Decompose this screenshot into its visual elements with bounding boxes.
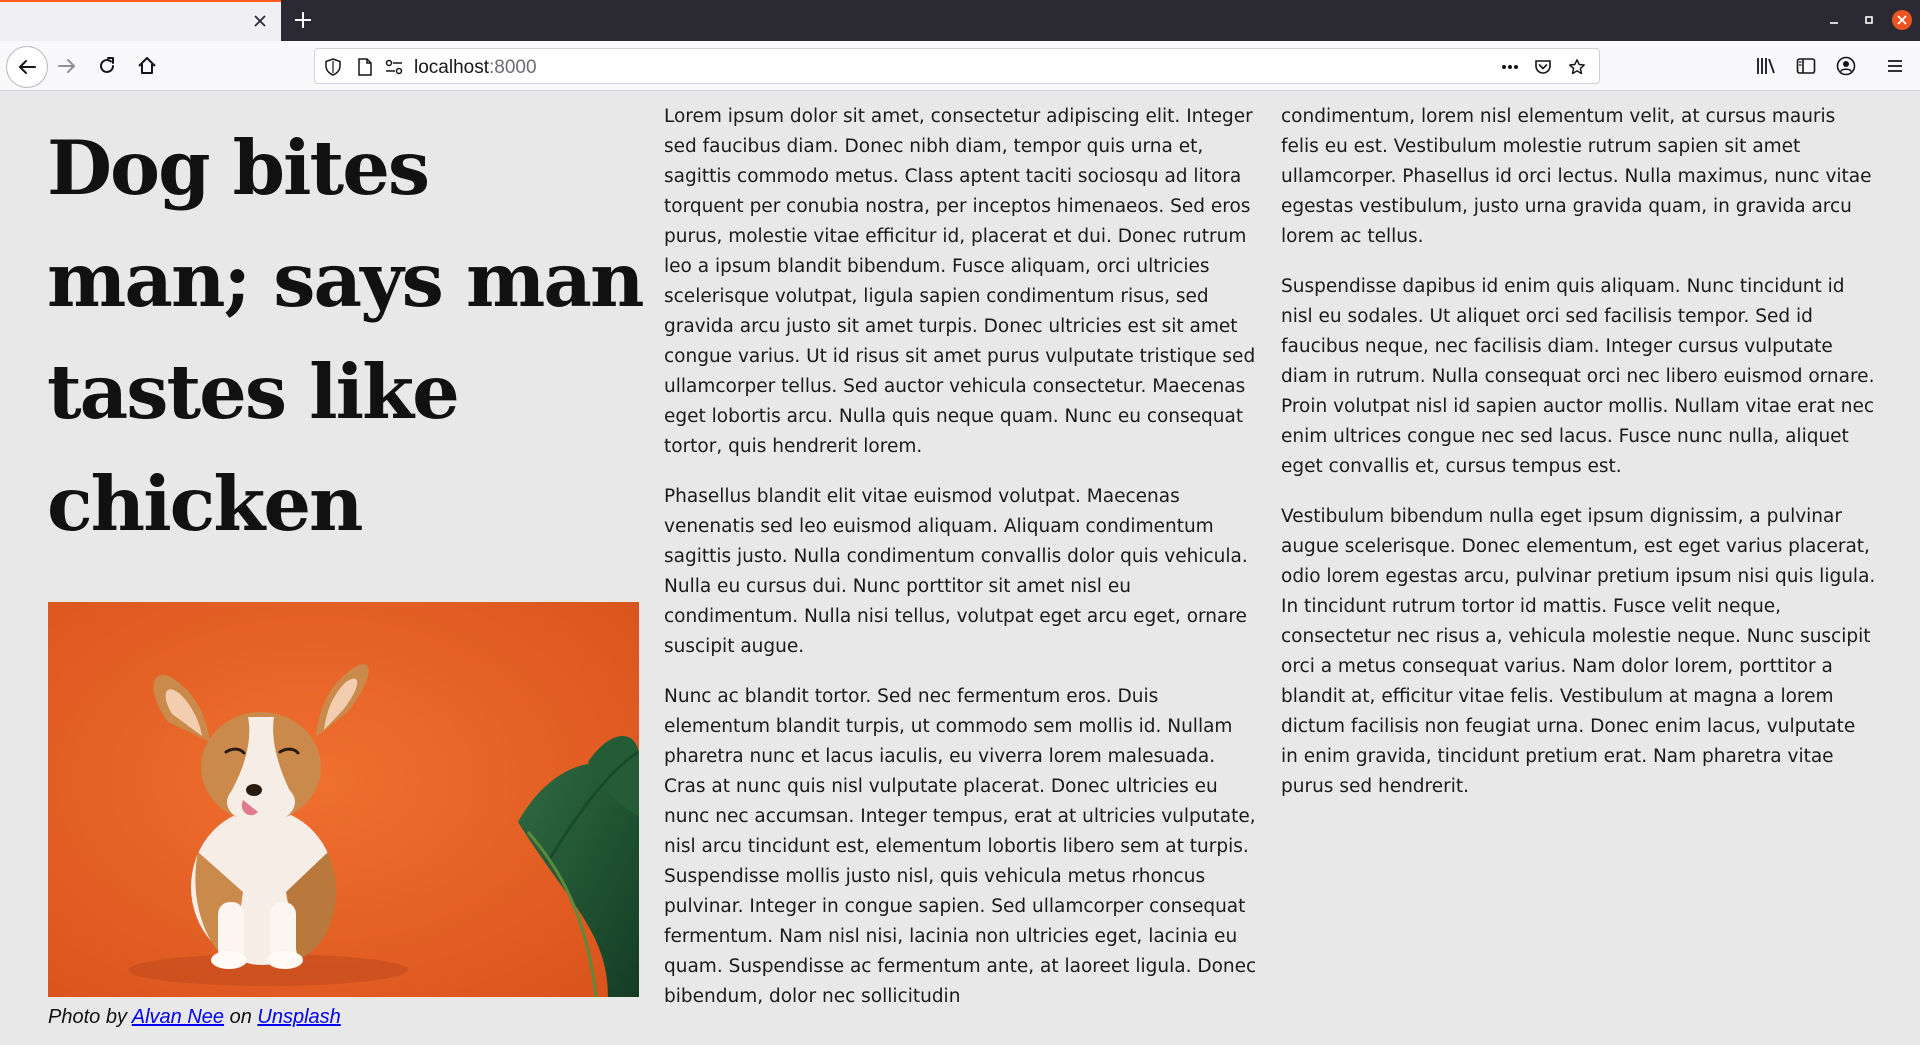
corgi-photo — [48, 602, 639, 997]
article-column-1 — [664, 102, 1259, 1032]
article-headline: Dog bites man; says man tastes like chicken — [47, 124, 643, 548]
new-tab-icon[interactable] — [288, 5, 318, 35]
photographer-link[interactable]: Alvan Nee — [131, 1006, 225, 1028]
photo-caption — [48, 1006, 341, 1029]
page-icon[interactable] — [356, 58, 374, 76]
url-host: localhost — [414, 57, 489, 78]
reload-icon[interactable] — [89, 48, 125, 84]
bookmark-star-icon[interactable] — [1568, 58, 1586, 76]
page-actions-icon[interactable] — [1501, 58, 1519, 76]
unsplash-link[interactable]: Unsplash — [257, 1006, 341, 1028]
paragraph: condimentum, lorem nisl elementum velit, at cursus mauris felis eu est. Vestibulum molestie rutrum sapien sit amet ullamcorper. Phasellus id orci lectus. Nulla maximus, nunc vitae egestas vestibulum, justo urna gravida quam, in gravida arcu lorem ac tellus. — [1281, 106, 1872, 247]
shield-icon[interactable] — [324, 58, 342, 76]
library-icon[interactable] — [1754, 54, 1778, 78]
tab-strip — [0, 0, 1920, 41]
active-tab[interactable] — [0, 0, 281, 41]
page-content — [0, 92, 1920, 1045]
caption-prefix: Photo by — [48, 1006, 132, 1028]
forward-icon[interactable] — [49, 48, 85, 84]
pocket-icon[interactable] — [1534, 58, 1552, 76]
maximize-icon[interactable] — [1857, 8, 1881, 32]
permissions-icon[interactable] — [385, 58, 403, 76]
home-icon[interactable] — [129, 48, 165, 84]
tab-close-icon[interactable] — [249, 10, 271, 32]
sidebar-icon[interactable] — [1794, 54, 1818, 78]
paragraph: Lorem ipsum dolor sit amet, consectetur adipiscing elit. Integer sed faucibus diam. Donec nibh diam, tempor quis urna et, sagittis commodo metus. Class aptent taciti sociosqu ad litora torquent per conubia nostra, per inceptos himenaeos. Sed eros purus, molestie vitae efficitur id, placerat et dui. Donec rutrum leo a ipsum blandit bibendum. Fusce aliquam, orci ultricies scelerisque volutpat, ligula sapien condimentum risus, sed gravida arcu justo sit amet turpis. Donec ultricies est sit amet congue varius. Ut id risus sit amet purus vulputate tristique sed ullamcorper tellus. Sed auctor vehicula consectetur. Maecenas eget lobortis arcu. Nulla quis neque quam. Nunc eu consequat tortor, quis hendrerit lorem. — [664, 106, 1256, 457]
paragraph: Vestibulum bibendum nulla eget ipsum dignissim, a pulvinar augue scelerisque. Donec elementum, est eget varius placerat, odio lorem egestas arcu, pulvinar pretium ipsum nisi quis ligula. In tincidunt rutrum tortor id mattis. Fusce velit neque, consectetur nec risus a, vehicula molestie neque. Nunc suscipit orci a metus consequat varius. Nam dolor lorem, porttitor a blandit at, efficitur vitae felis. Vestibulum at magna a lorem dictum facilisis non feugiat urna. Donec enim lacus, vulputate in enim gravida, tincidunt pretium erat. Nam pharetra vitae purus sed hendrerit. — [1281, 506, 1876, 797]
url-port: :8000 — [489, 57, 537, 78]
url-bar[interactable] — [314, 48, 1600, 84]
navigation-toolbar — [0, 41, 1920, 91]
minimize-icon[interactable] — [1822, 8, 1846, 32]
caption-middle: on — [224, 1006, 258, 1028]
url-text[interactable] — [414, 57, 537, 79]
paragraph: Suspendisse dapibus id enim quis aliquam. Nunc tincidunt id nisl eu sodales. Ut aliquet orci sed facilisis tempor. Sed id faucibus neque, nec facilisis diam. Integer cursus vulputate diam in rutrum. Nulla consequat orci nec libero euismod ornare. Proin volutpat nisl id sapien auctor mollis. Nullam vitae erat nec enim ultrices congue nec sed lacus. Fusce nunc nulla, aliquet eget convallis et, cursus tempus est. — [1281, 276, 1875, 477]
account-icon[interactable] — [1834, 54, 1858, 78]
article-column-2 — [1281, 102, 1876, 822]
back-icon[interactable] — [6, 46, 48, 88]
paragraph: Phasellus blandit elit vitae euismod volutpat. Maecenas venenatis sed leo euismod aliquam. Aliquam condimentum sagittis justo. Nulla condimentum convallis dolor quis vehicula. Nulla eu cursus dui. Nunc porttitor sit amet nisl eu condimentum. Nulla nisi tellus, volutpat eget arcu eget, ornare suscipit augue. — [664, 486, 1248, 657]
paragraph: Nunc ac blandit tortor. Sed nec fermentum eros. Duis elementum blandit turpis, ut commodo sem mollis id. Nullam pharetra nunc et lacus iaculis, eu viverra lorem malesuada. Cras at nunc quis nisl vulputate placerat. Donec ultricies eu nunc nec accumsan. Integer tempus, erat at ultricies vulputate, nisl arcu tincidunt est, elementum lobortis libero sem at turpis. Suspendisse mollis justo nisl, quis vehicula metus rhoncus pulvinar. Integer in congue sapien. Sed ullamcorper consequat fermentum. Nam nisl nisi, lacinia non ultricies eget, lacinia eu quam. Suspendisse ac fermentum ante, at laoreet ligula. Donec bibendum, dolor nec sollicitudin — [664, 686, 1257, 1007]
menu-icon[interactable] — [1883, 54, 1907, 78]
close-window-icon[interactable] — [1890, 8, 1914, 32]
